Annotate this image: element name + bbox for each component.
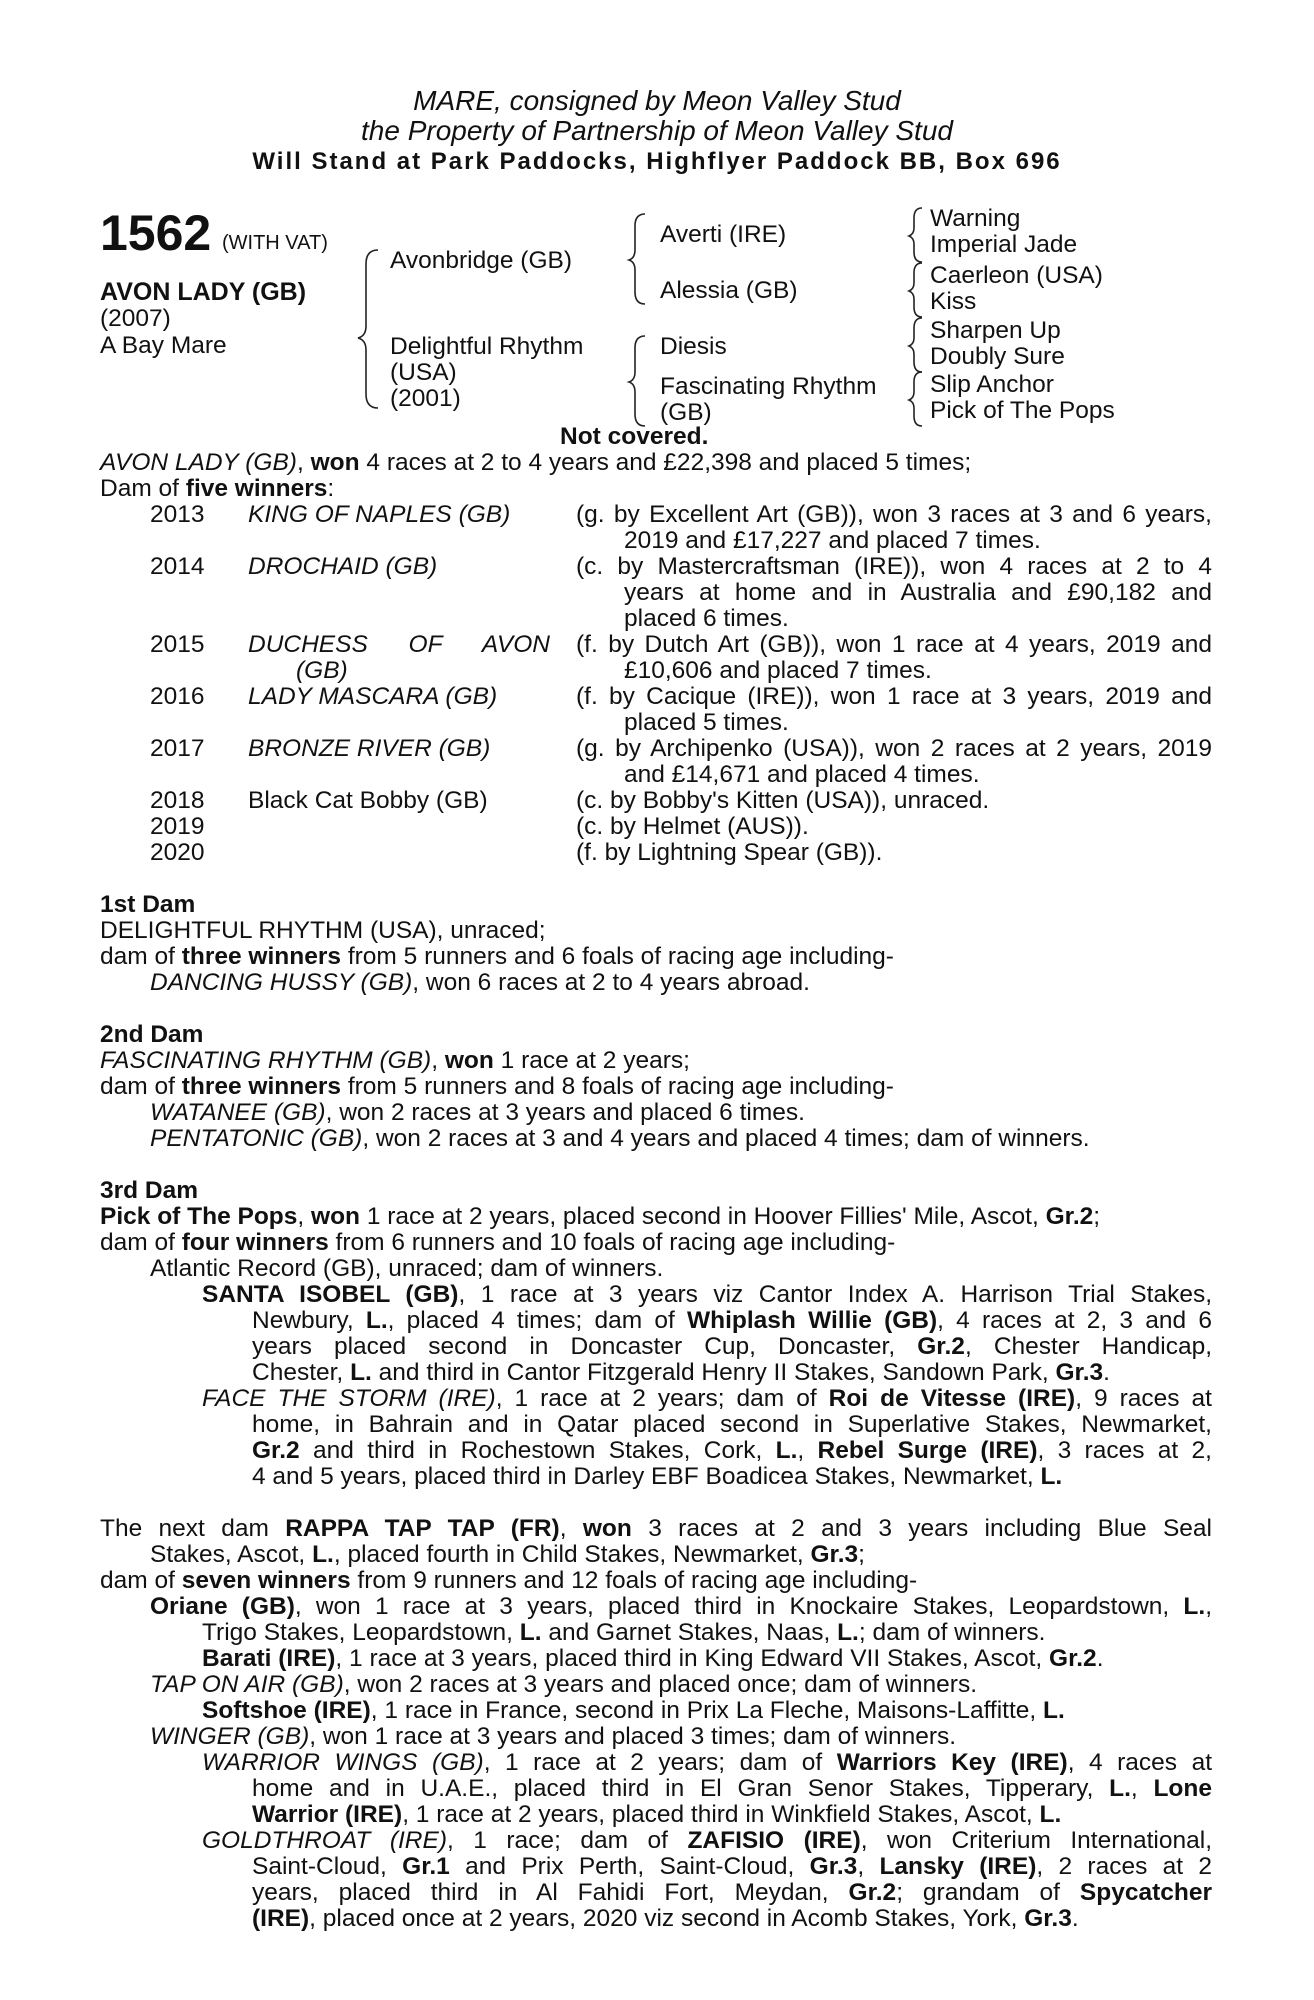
winger-line	[150, 1724, 956, 1750]
text: years placed second in Doncaster Cup, Doncaster,	[252, 1333, 918, 1360]
vat-label: (WITH VAT)	[222, 232, 328, 254]
produce-detail: (f. by Dutch Art (GB)), won 1 race at 4 years, 2019 and	[576, 631, 1212, 658]
produce-year: 2016	[150, 683, 205, 710]
produce-detail: (c. by Mastercraftsman (IRE)), won 4 races at 2 to 4	[576, 553, 1212, 580]
produce-name: DUCHESS OF AVON	[248, 631, 550, 658]
winners-count: three winners	[181, 1073, 342, 1100]
second-dam-line4	[150, 1126, 1090, 1152]
text: dam of	[100, 943, 182, 970]
horse-name: ZAFISIO (IRE)	[687, 1827, 861, 1854]
horse-name: Softshoe (IRE)	[202, 1697, 371, 1724]
text: from 5 runners and 6 foals of racing age including-	[341, 943, 894, 970]
foaling-year: (2007)	[100, 305, 171, 332]
santa-isobel-line3	[252, 1334, 1212, 1360]
sire-dam: Alessia (GB)	[660, 277, 798, 304]
grade: L.	[775, 1437, 798, 1464]
goldthroat-line2	[252, 1854, 1212, 1880]
text: The next dam	[100, 1515, 286, 1542]
horse-name: Lansky (IRE)	[879, 1853, 1037, 1880]
text: ; grandam of	[896, 1879, 1080, 1906]
text: .	[1096, 1645, 1104, 1672]
sds: Caerleon (USA)	[930, 262, 1103, 289]
first-dam-line3	[150, 970, 810, 996]
text: , 9 races at	[1075, 1385, 1212, 1412]
dam-dam-line1: Fascinating Rhythm	[660, 373, 877, 400]
text: , 1 race at 3 years viz Cantor Index A. Harrison Trial Stakes,	[458, 1281, 1213, 1308]
horse-name: DANCING HUSSY (GB)	[150, 969, 413, 996]
horse-name: Spycatcher	[1079, 1879, 1213, 1906]
won: won	[582, 1515, 632, 1542]
text: , 1 race in France, second in Prix La Fleche, Maisons-Laffitte,	[370, 1697, 1044, 1724]
second-dam-line3	[150, 1100, 805, 1126]
warrior-wings-line2	[252, 1776, 1212, 1802]
dam-line1: Delightful Rhythm	[390, 333, 584, 360]
grade: L.	[1039, 1801, 1062, 1828]
text: , 1 race; dam of	[446, 1827, 688, 1854]
winners-count: four winners	[181, 1229, 329, 1256]
santa-isobel-line2	[252, 1308, 1212, 1334]
produce-name: BRONZE RIVER (GB)	[248, 735, 491, 762]
grade: Gr.3	[1024, 1905, 1072, 1932]
face-the-storm-line4	[252, 1464, 1062, 1490]
third-dam-heading: 3rd Dam	[100, 1177, 199, 1204]
horse-description: A Bay Mare	[100, 332, 227, 359]
softshoe-line	[202, 1698, 1065, 1724]
not-covered: Not covered.	[560, 423, 709, 450]
text: dam of	[100, 1073, 182, 1100]
text: 3 races at 2 and 3 years including Blue Seal	[631, 1515, 1213, 1542]
horse-name: PENTATONIC (GB)	[150, 1125, 363, 1152]
five-winners: five winners	[185, 475, 328, 502]
horse-name: SANTA ISOBEL (GB)	[202, 1281, 459, 1308]
ddd: Pick of The Pops	[930, 397, 1115, 424]
text: Trigo Stakes, Leopardstown,	[202, 1619, 520, 1646]
grade: Gr.2	[848, 1879, 897, 1906]
produce-year: 2015	[150, 631, 205, 658]
produce-year: 2018	[150, 787, 205, 814]
text: .	[1103, 1359, 1110, 1386]
horse-name: Rebel Surge (IRE)	[817, 1437, 1038, 1464]
winners-count: three winners	[181, 943, 342, 970]
text: and third in Cantor Fitzgerald Henry II Stakes, Sandown Park,	[371, 1359, 1056, 1386]
produce-detail: placed 6 times.	[624, 605, 789, 632]
produce-detail: (f. by Cacique (IRE)), won 1 race at 3 years, 2019 and	[576, 683, 1212, 710]
dss: Sharpen Up	[930, 317, 1061, 344]
text: , 4 races at 2, 3 and 6	[937, 1307, 1212, 1334]
text: Newbury,	[252, 1307, 366, 1334]
ssd: Imperial Jade	[930, 231, 1078, 258]
text: , 1 race at 2 years, placed third in Winkfield Stakes, Ascot,	[402, 1801, 1040, 1828]
produce-detail: £10,606 and placed 7 times.	[624, 657, 932, 684]
text: , placed 4 times; dam of	[387, 1307, 687, 1334]
horse-name: Warrior (IRE)	[252, 1801, 403, 1828]
text: , won 1 race at 3 years and placed 3 times; dam of winners.	[309, 1723, 957, 1750]
horse-name: Barati (IRE)	[202, 1645, 336, 1672]
sire-sire: Averti (IRE)	[660, 221, 787, 248]
next-dam-line3	[100, 1568, 917, 1594]
text: , 3 races at 2,	[1037, 1437, 1212, 1464]
text: , won 2 races at 3 and 4 years and placed 4 times; dam of winners.	[362, 1125, 1090, 1152]
produce-detail: (g. by Excellent Art (GB)), won 3 races at 3 and 6 years,	[576, 501, 1212, 528]
text: , Chester Handicap,	[964, 1333, 1213, 1360]
tap-on-air-line	[150, 1672, 977, 1698]
text: ,	[857, 1853, 880, 1880]
dsd: Doubly Sure	[930, 343, 1065, 370]
text: , placed fourth in Child Stakes, Newmarket,	[333, 1541, 811, 1568]
text: , placed once at 2 years, 2020 viz second in Acomb Stakes, York,	[309, 1905, 1025, 1932]
dam-of-line	[100, 476, 334, 502]
won: won	[444, 1047, 494, 1074]
grade: Gr.3	[1055, 1359, 1104, 1386]
text: ,	[1130, 1775, 1154, 1802]
horse-name: Warriors Key (IRE)	[836, 1749, 1068, 1776]
grade: L.	[1109, 1775, 1131, 1802]
text: dam of	[100, 1229, 182, 1256]
grade: Gr.2	[1049, 1645, 1097, 1672]
property-line: the Property of Partnership of Meon Valley Stud	[361, 115, 953, 146]
text: .	[1071, 1905, 1079, 1932]
goldthroat-line3	[252, 1880, 1212, 1906]
text: ;	[1093, 1203, 1101, 1230]
second-dam-heading: 2nd Dam	[100, 1021, 204, 1048]
horse-name: Roi de Vitesse (IRE)	[828, 1385, 1076, 1412]
sire: Avonbridge (GB)	[390, 247, 573, 274]
produce-name: LADY MASCARA (GB)	[248, 683, 498, 710]
text: from 5 runners and 8 foals of racing age including-	[341, 1073, 894, 1100]
sdd: Kiss	[930, 288, 977, 315]
face-the-storm-line1	[202, 1386, 1212, 1412]
produce-detail: placed 5 times.	[624, 709, 789, 736]
text: , won Criterium International,	[860, 1827, 1212, 1854]
produce-year: 2013	[150, 501, 205, 528]
produce-detail: (c. by Bobby's Kitten (USA)), unraced.	[576, 787, 990, 814]
text: home and in U.A.E., placed third in El Gran Senor Stakes, Tipperary,	[252, 1775, 1110, 1802]
grade: L.	[312, 1541, 334, 1568]
produce-year: 2014	[150, 553, 205, 580]
face-the-storm-line3	[252, 1438, 1212, 1464]
next-dam-line1	[100, 1516, 1212, 1542]
text: years, placed third in Al Fahidi Fort, Meydan,	[252, 1879, 849, 1906]
text: , 1 race at 3 years, placed third in King Edward VII Stakes, Ascot,	[335, 1645, 1050, 1672]
produce-name: (GB)	[296, 657, 348, 684]
winners-count: seven winners	[181, 1567, 351, 1594]
produce-detail: (f. by Lightning Spear (GB)).	[576, 839, 883, 866]
warrior-wings-line3	[252, 1802, 1061, 1828]
horse-name: WATANEE (GB)	[150, 1099, 326, 1126]
text: ,	[297, 1203, 312, 1230]
face-the-storm-line2: home, in Bahrain and in Qatar placed second in Superlative Stakes, Newmarket,	[252, 1411, 1212, 1438]
grade: L.	[519, 1619, 542, 1646]
third-dam-line2	[100, 1230, 895, 1256]
produce-name: DROCHAID (GB)	[248, 553, 438, 580]
grade: Gr.2	[917, 1333, 965, 1360]
horse-name: WARRIOR WINGS (GB)	[202, 1749, 484, 1776]
colon: :	[327, 475, 335, 502]
oriane-line1	[150, 1594, 1212, 1620]
text: ,	[559, 1515, 583, 1542]
dam-of-label: Dam of	[100, 475, 186, 502]
dam-dam-line2: (GB)	[660, 399, 712, 426]
horse-name: Pick of The Pops	[100, 1203, 298, 1230]
produce-year: 2017	[150, 735, 205, 762]
horse-name: Oriane (GB)	[150, 1593, 295, 1620]
grade: L.	[837, 1619, 859, 1646]
text: and Prix Perth, Saint-Cloud,	[449, 1853, 810, 1880]
horse-name: FASCINATING RHYTHM (GB)	[100, 1047, 432, 1074]
produce-detail: 2019 and £17,227 and placed 7 times.	[624, 527, 1041, 554]
text: ,	[1205, 1593, 1212, 1620]
goldthroat-line4	[252, 1906, 1079, 1932]
text: from 9 runners and 12 foals of racing age including-	[350, 1567, 918, 1594]
text: , won 2 races at 3 years and placed once; dam of winners.	[343, 1671, 978, 1698]
second-dam-line2	[100, 1074, 894, 1100]
produce-year: 2020	[150, 839, 205, 866]
first-dam-line2	[100, 944, 894, 970]
dds: Slip Anchor	[930, 371, 1054, 398]
won: won	[311, 1203, 361, 1230]
summary-line: AVON LADY (GB), won 4 races at 2 to 4 years and £22,398 and placed 5 times;	[100, 449, 972, 476]
produce-name: KING OF NAPLES (GB)	[248, 501, 511, 528]
consignor-line: MARE, consigned by Meon Valley Stud	[413, 85, 901, 116]
text: , 1 race at 2 years; dam of	[483, 1749, 837, 1776]
text: , 2 races at 2	[1036, 1853, 1212, 1880]
text: ,	[431, 1047, 445, 1074]
grade: L.	[350, 1359, 372, 1386]
produce-detail: (g. by Archipenko (USA)), won 2 races at 2 years, 2019	[576, 735, 1212, 762]
horse-name: FACE THE STORM (IRE)	[202, 1385, 496, 1412]
text: , 1 race at 2 years; dam of	[495, 1385, 829, 1412]
grade: L.	[1040, 1463, 1063, 1490]
summary-horse-name: AVON LADY (GB)	[100, 449, 297, 476]
grade: Gr.3	[809, 1853, 858, 1880]
grade: Gr.1	[402, 1853, 450, 1880]
third-dam-line1	[100, 1204, 1100, 1230]
text: dam of	[100, 1567, 182, 1594]
grade: L.	[1043, 1697, 1065, 1724]
second-dam-line1	[100, 1048, 690, 1074]
text: , won 1 race at 3 years, placed third in Knockaire Stakes, Leopardstown,	[294, 1593, 1184, 1620]
horse-name: GOLDTHROAT (IRE)	[202, 1827, 447, 1854]
text: Chester,	[252, 1359, 351, 1386]
text: 4 and 5 years, placed third in Darley EBF Boadicea Stakes, Newmarket,	[252, 1463, 1041, 1490]
third-dam-line3: Atlantic Record (GB), unraced; dam of winners.	[150, 1255, 664, 1282]
produce-detail: years at home and in Australia and £90,182 and	[624, 579, 1212, 606]
text: and third in Rochestown Stakes, Cork,	[299, 1437, 776, 1464]
lot-number: 1562	[100, 205, 212, 261]
dam-line2: (USA)	[390, 359, 457, 386]
horse-name: WINGER (GB)	[150, 1723, 310, 1750]
produce-detail: (c. by Helmet (AUS)).	[576, 813, 809, 840]
horse-name: AVON LADY (GB)	[100, 278, 307, 306]
text: and Garnet Stakes, Naas,	[541, 1619, 838, 1646]
first-dam-heading: 1st Dam	[100, 891, 196, 918]
text: , 4 races at	[1067, 1749, 1212, 1776]
grade: Gr.2	[1045, 1203, 1094, 1230]
grade: L.	[365, 1307, 388, 1334]
warrior-wings-line1	[202, 1750, 1212, 1776]
santa-isobel-line1	[202, 1282, 1212, 1308]
grade: Gr.2	[252, 1437, 300, 1464]
text: , won 6 races at 2 to 4 years abroad.	[412, 969, 810, 996]
oriane-line2	[202, 1620, 1045, 1646]
text: from 6 runners and 10 foals of racing age including-	[328, 1229, 896, 1256]
horse-name: TAP ON AIR (GB)	[150, 1671, 344, 1698]
produce-name: Black Cat Bobby (GB)	[248, 787, 488, 814]
text: , won 2 races at 3 years and placed 6 times.	[325, 1099, 805, 1126]
dam-line3: (2001)	[390, 385, 461, 412]
text: Stakes, Ascot,	[150, 1541, 313, 1568]
horse-name: Lone	[1153, 1775, 1212, 1802]
text: ;	[858, 1541, 865, 1568]
grade: Gr.3	[810, 1541, 859, 1568]
summary-won: won	[310, 449, 360, 476]
text: ; dam of winners.	[858, 1619, 1046, 1646]
dam-sire: Diesis	[660, 333, 727, 360]
first-dam-line1: DELIGHTFUL RHYTHM (USA), unraced;	[100, 917, 546, 944]
text: ,	[797, 1437, 818, 1464]
barati-line	[202, 1646, 1104, 1672]
grade: L.	[1183, 1593, 1206, 1620]
stand-location-line: Will Stand at Park Paddocks, Highflyer Paddock BB, Box 696	[252, 148, 1062, 175]
produce-detail: and £14,671 and placed 4 times.	[624, 761, 980, 788]
goldthroat-line1	[202, 1828, 1212, 1854]
horse-name: (IRE)	[252, 1905, 310, 1932]
text: 1 race at 2 years;	[493, 1047, 690, 1074]
produce-year: 2019	[150, 813, 205, 840]
horse-name: Whiplash Willie (GB)	[687, 1307, 938, 1334]
text: 1 race at 2 years, placed second in Hoover Fillies' Mile, Ascot,	[360, 1203, 1046, 1230]
sss: Warning	[930, 205, 1021, 232]
text: Saint-Cloud,	[252, 1853, 403, 1880]
horse-name: RAPPA TAP TAP (FR)	[285, 1515, 560, 1542]
santa-isobel-line4	[252, 1360, 1110, 1386]
next-dam-line2	[150, 1542, 865, 1568]
summary-rest: 4 races at 2 to 4 years and £22,398 and placed 5 times;	[359, 449, 972, 476]
pedigree-brackets	[0, 0, 1314, 440]
